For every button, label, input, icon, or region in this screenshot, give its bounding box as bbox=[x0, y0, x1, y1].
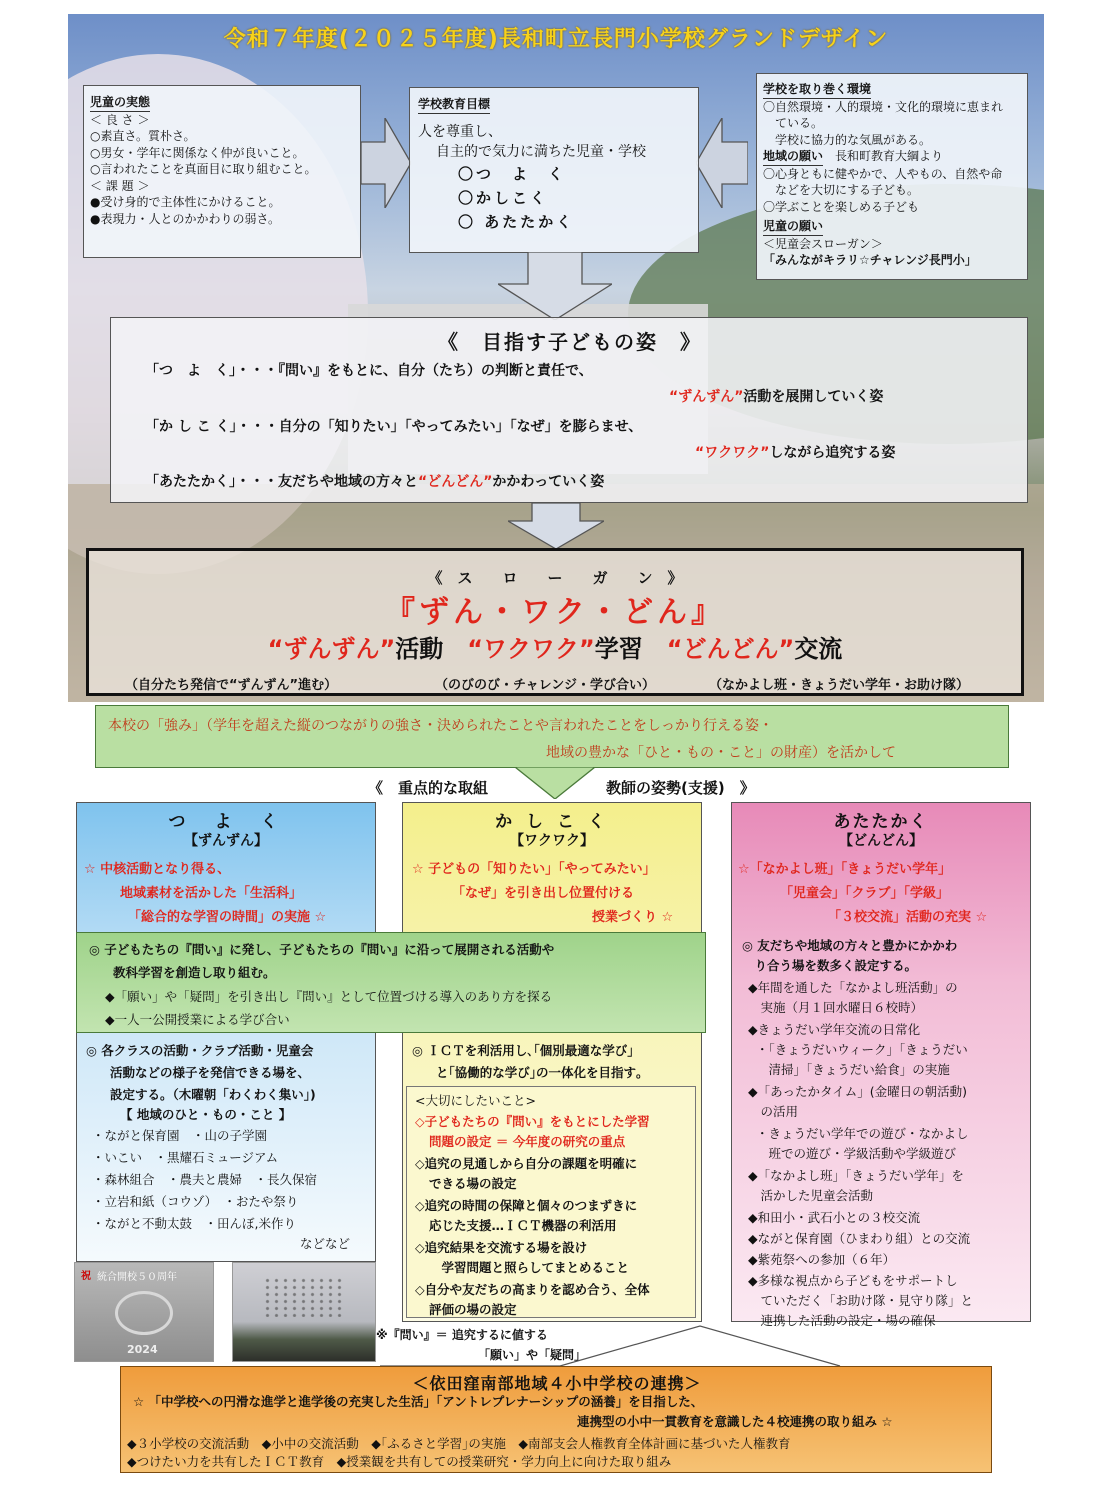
region-item: ・立岩和紙（コウゾ） ・おたや祭り bbox=[92, 1194, 299, 1209]
dondon-em: “どんどん” bbox=[418, 474, 493, 490]
right-body-line: ◆年間を通した「なかよし班活動」の bbox=[748, 980, 958, 995]
left-body-line: ◎ 各クラスの活動・クラブ活動・児童会 bbox=[86, 1043, 314, 1058]
taisetsu-red: 問題の設定 ＝ 今年度の研究の重点 bbox=[429, 1134, 626, 1149]
atatakaku-star: 「児童会」「クラブ」「学級」 bbox=[780, 886, 950, 901]
goal-line1: 人を尊重し、 bbox=[418, 123, 502, 140]
right-body-line: ◆多様な視点から子どもをサポートし bbox=[748, 1273, 958, 1288]
connector-lines bbox=[0, 1318, 1109, 1372]
slogan-gakushuu: 学習 bbox=[594, 635, 643, 663]
mezasu-row3: 「あたたかく」・・・友だちや地域の方々と bbox=[145, 474, 418, 490]
taisetsu-item: ◇追究の見通しから自分の課題を明確に bbox=[415, 1156, 638, 1171]
right-body-line: 実施（月１回水曜日６校時） bbox=[748, 1000, 924, 1015]
toi-note-line2: 「願い」や「疑問」 bbox=[478, 1348, 587, 1362]
atatakaku-star: 「３校交流」活動の充実 ☆ bbox=[828, 910, 988, 925]
green-line4: ◆一人一公開授業による学び合い bbox=[105, 1012, 290, 1027]
jittai-heading: 児童の実態 bbox=[90, 94, 150, 112]
right-body-line: り合う場を数多く設定する。 bbox=[742, 958, 918, 973]
region-item: ・いこい ・黒耀石ミュージアム bbox=[92, 1150, 279, 1165]
taisetsu-red: ◇子どもたちの『問い』をもとにした学習 bbox=[415, 1114, 650, 1129]
zunzun-em: “ずんずん” bbox=[669, 389, 744, 405]
slogan-katsudou: 活動 bbox=[395, 635, 444, 663]
tsuyoku-star: ☆ 中核活動となり得る、 bbox=[84, 862, 231, 877]
mezasu-heading: 《 目指す子どもの姿 》 bbox=[438, 330, 702, 354]
wish-line: などを大切にする子ども。 bbox=[763, 183, 920, 197]
arrow-right-icon bbox=[361, 118, 411, 208]
mezasu-row1-tail: 活動を展開していく姿 bbox=[743, 389, 884, 405]
right-body-line: ・きょうだい学年での遊び・なかよし bbox=[756, 1126, 969, 1141]
left-body-line: 設定する。（木曜朝「わくわく集い」) bbox=[110, 1087, 316, 1102]
taisetsu-item: できる場の設定 bbox=[429, 1176, 517, 1191]
env-box bbox=[756, 73, 1028, 280]
strength-line1: 本校の「強み」（学年を超えた縦のつながりの強さ・決められたことや言われたことをしっかり行える姿・ bbox=[108, 718, 773, 734]
taisetsu-heading: <大切にしたいこと> bbox=[415, 1093, 536, 1108]
mezasu-row1: 「つ よ く」・・・『問い』をもとに、自分（たち）の判断と責任で、 bbox=[145, 363, 593, 379]
atatakaku-sub: 【どんどん】 bbox=[839, 833, 923, 849]
balloons-shape bbox=[263, 1277, 343, 1317]
right-body-line: ◆「なかよし班」「きょうだい学年」を bbox=[748, 1168, 964, 1183]
goal-item: 〇つ よ く bbox=[458, 164, 567, 183]
right-body-line: ◆「あったかタイム」(金曜日の朝活動) bbox=[748, 1084, 967, 1099]
arrow-left-icon bbox=[696, 118, 748, 208]
right-body-line: 活かした児童会活動 bbox=[748, 1188, 874, 1203]
mezasu-row2-tail: しながら追究する姿 bbox=[769, 445, 896, 461]
region-etc: などなど bbox=[300, 1236, 351, 1251]
renkei-heading: ＜依田窪南部地域４小中学校の連携＞ bbox=[412, 1374, 702, 1393]
kashikoku-star: 授業づくり ☆ bbox=[592, 910, 674, 925]
right-body-line: ◆ながと保育園（ひまわり組）との交流 bbox=[748, 1231, 971, 1246]
focus-left-label: 《 重点的な取組 bbox=[368, 779, 489, 797]
strength-box bbox=[95, 705, 1009, 768]
taisetsu-item: ◇追究の時間の保障と個々のつまずきに bbox=[415, 1198, 638, 1213]
taisetsu-item: 評価の場の設定 bbox=[429, 1302, 517, 1317]
wakuwaku-em: “ワクワク” bbox=[695, 445, 770, 461]
green-line2: 教科学習を創造し取り組む。 bbox=[113, 965, 276, 980]
arrow-down-icon bbox=[515, 767, 595, 799]
kashikoku-star: 「なぜ」を引き出し位置付ける bbox=[452, 886, 635, 901]
page-title: 令和７年度(２０２５年度)長和町立長門小学校グランドデザイン bbox=[223, 27, 889, 52]
env-line: ている。 bbox=[763, 116, 824, 130]
strength-line2: 地域の豊かな「ひと・もの・こと」の財産）を活かして bbox=[546, 745, 896, 761]
renkei-star2: 連携型の小中一貫教育を意識した４校連携の取り組み ☆ bbox=[577, 1414, 893, 1429]
right-body-line: ◎ 友だちや地域の方々と豊かにかかわ bbox=[742, 938, 958, 953]
right-body-line: の活用 bbox=[748, 1104, 799, 1119]
slogan-sub1: （自分たち発信で“ずんずん”進む） bbox=[125, 678, 338, 693]
slogan-kouryuu: 交流 bbox=[794, 635, 843, 663]
taisetsu-item: 応じた支援…ＩＣＴ機器の利活用 bbox=[429, 1218, 617, 1233]
tsuyoku-title: つ よ く bbox=[168, 812, 284, 832]
jittai-box bbox=[83, 85, 361, 258]
renkei-row1: ◆３小学校の交流活動 ◆小中の交流活動 ◆｢ふるさと学習｣の実施 ◆南部支会人権教育全体計画に基づいた人権教育 bbox=[127, 1436, 791, 1451]
right-body-line: ◆きょうだい学年交流の日常化 bbox=[748, 1022, 921, 1037]
green-box bbox=[76, 932, 706, 1033]
slogan-zunzun: “ずんずん” bbox=[267, 635, 396, 663]
toi-note-line1: ※『問い』＝ 追究するに値する bbox=[376, 1328, 548, 1342]
slogan-sub2: （のびのび・チャレンジ・学び合い） bbox=[435, 678, 655, 693]
slogan-sub3: （なかよし班・きょうだい学年・お助け隊） bbox=[709, 678, 970, 693]
slogan-dondon: “どんどん” bbox=[666, 635, 795, 663]
good-item: ○言われたことを真面目に取り組むこと。 bbox=[90, 162, 317, 176]
slogan-wakuwaku: “ワクワク” bbox=[467, 635, 595, 663]
mezasu-box bbox=[110, 317, 1028, 503]
issue-item: ●表現力・人とのかかわりの弱さ。 bbox=[90, 211, 280, 226]
mezasu-row2: 「か し こ く」・・・自分の「知りたい」「やってみたい」「なぜ」を膨らませ、 bbox=[145, 419, 643, 435]
mezasu-row3-tail: かかわっていく姿 bbox=[492, 474, 605, 490]
kashikoku-title: か し こ く bbox=[495, 812, 609, 832]
arrow-down-icon bbox=[498, 252, 612, 320]
good-item: ○素直さ。質朴さ。 bbox=[90, 129, 196, 143]
atatakaku-star: ☆「なかよし班」「きょうだい学年」 bbox=[738, 862, 952, 877]
goal-line2: 自主的で気力に満ちた児童・学校 bbox=[436, 143, 646, 160]
region-item: ・森林組合 ・農夫と農婦 ・長久保宿 bbox=[92, 1172, 318, 1187]
kashikoku-star: ☆ 子どもの「知りたい」「やってみたい」 bbox=[412, 862, 656, 877]
good-label: ＜ 良 さ ＞ bbox=[90, 112, 150, 127]
right-body-line: ていただく「お助け隊・見守り隊」と bbox=[748, 1293, 974, 1308]
slogan-main: 『ずん・ワク・どん』 bbox=[385, 595, 725, 630]
right-body-line: ◆紫苑祭への参加（６年） bbox=[748, 1252, 896, 1267]
anniversary-year: 2024 bbox=[127, 1343, 158, 1356]
right-body-line: 班での遊び・学級活動や学級遊び bbox=[756, 1146, 957, 1161]
left-body-line: 活動などの様子を発信できる場を、 bbox=[110, 1065, 311, 1080]
atatakaku-title: あたたかく bbox=[833, 812, 929, 832]
right-body-line: 清掃」「きょうだい給食」の実施 bbox=[756, 1062, 950, 1077]
env-line: 学校に協力的な気風がある。 bbox=[763, 132, 932, 147]
focus-right-label: 教師の姿勢(支援) 》 bbox=[606, 779, 755, 797]
slogan-box bbox=[86, 548, 1024, 696]
region-heading: 【 地域のひと・もの・こと 】 bbox=[120, 1107, 292, 1122]
green-line1: ◎ 子どもたちの『問い』に発し、子どもたちの『問い』に沿って展開される活動や bbox=[89, 942, 555, 957]
wish-heading: 地域の願い bbox=[763, 148, 823, 166]
region-item: ・ながと不動太鼓 ・田んぼ,米作り bbox=[92, 1216, 296, 1231]
wish-source: 長和町教育大綱より bbox=[835, 149, 944, 163]
child-heading: 児童の願い bbox=[763, 218, 823, 236]
tsuyoku-star: 地域素材を活かした「生活科」 bbox=[120, 886, 303, 901]
tsuyoku-sub: 【ずんずん】 bbox=[184, 833, 268, 849]
wish-line: 〇学ぶことを楽しめる子ども bbox=[763, 199, 920, 214]
right-body-line: 連携した活動の設定・場の確保 bbox=[748, 1313, 936, 1328]
kashikoku-sub: 【ワクワク】 bbox=[510, 833, 594, 849]
taisetsu-item: ◇追究結果を交流する場を設け bbox=[415, 1240, 588, 1255]
mid-body-line: ◎ ＩＣＴを利活用し､｢個別最適な学び｣ bbox=[412, 1043, 634, 1058]
goal-heading: 学校教育目標 bbox=[418, 96, 490, 114]
right-body-line: ・「きょうだいウィーク」「きょうだい bbox=[756, 1042, 968, 1057]
anniversary-caption: 統合開校５０周年 bbox=[97, 1272, 177, 1283]
anniversary-badge: 祝 bbox=[81, 1271, 91, 1282]
taisetsu-item: 学習問題と照らしてまとめること bbox=[429, 1260, 630, 1275]
taisetsu-item: ◇自分や友だちの高まりを認め合う、全体 bbox=[415, 1282, 650, 1297]
mid-body-line: と｢協働的な学び｣の一体化を目指す｡ bbox=[436, 1065, 643, 1080]
child-slogan: 「みんながキラリ☆チャレンジ長門小」 bbox=[763, 253, 977, 267]
renkei-star1: ☆ 「中学校への円滑な進学と進学後の充実した生活」「アントレプレナーシップの涵養」を目指した、 bbox=[133, 1394, 704, 1409]
env-line: 〇自然環境・人的環境・文化的環境に恵まれ bbox=[763, 99, 1004, 114]
issue-label: ＜ 課 題 ＞ bbox=[90, 178, 150, 193]
env-heading: 学校を取り巻く環境 bbox=[763, 81, 871, 99]
renkei-box bbox=[120, 1366, 992, 1473]
renkei-row2: ◆つけたい力を共有したＩＣＴ教育 ◆授業観を共有しての授業研究・学力向上に向けた取り組み bbox=[127, 1454, 672, 1469]
taisetsu-box bbox=[406, 1086, 696, 1318]
goal-box bbox=[409, 87, 699, 253]
goal-item: 〇 あたたかく bbox=[458, 212, 575, 231]
tsuyoku-star: 「総合的な学習の時間」の実施 ☆ bbox=[128, 910, 327, 925]
right-body-line: ◆和田小・武石小との３校交流 bbox=[748, 1210, 921, 1225]
child-sub: ＜児童会スローガン＞ bbox=[763, 236, 883, 251]
slogan-label: 《 ス ロ ー ガ ン 》 bbox=[427, 569, 683, 587]
arrow-down-icon bbox=[508, 503, 604, 549]
issue-item: ●受け身的で主体性にかけること。 bbox=[90, 195, 281, 209]
good-item: ○男女・学年に関係なく仲が良いこと。 bbox=[90, 145, 305, 160]
region-item: ・ながと保育園 ・山の子学園 bbox=[92, 1128, 268, 1143]
wish-line: 〇心身ともに健やかで、人やもの、自然や命 bbox=[763, 166, 1003, 181]
green-line3: ◆「願い」や「疑問」を引き出し『問い』として位置づける導入のあり方を探る bbox=[105, 989, 553, 1004]
goal-item: 〇かしこく bbox=[458, 188, 549, 207]
